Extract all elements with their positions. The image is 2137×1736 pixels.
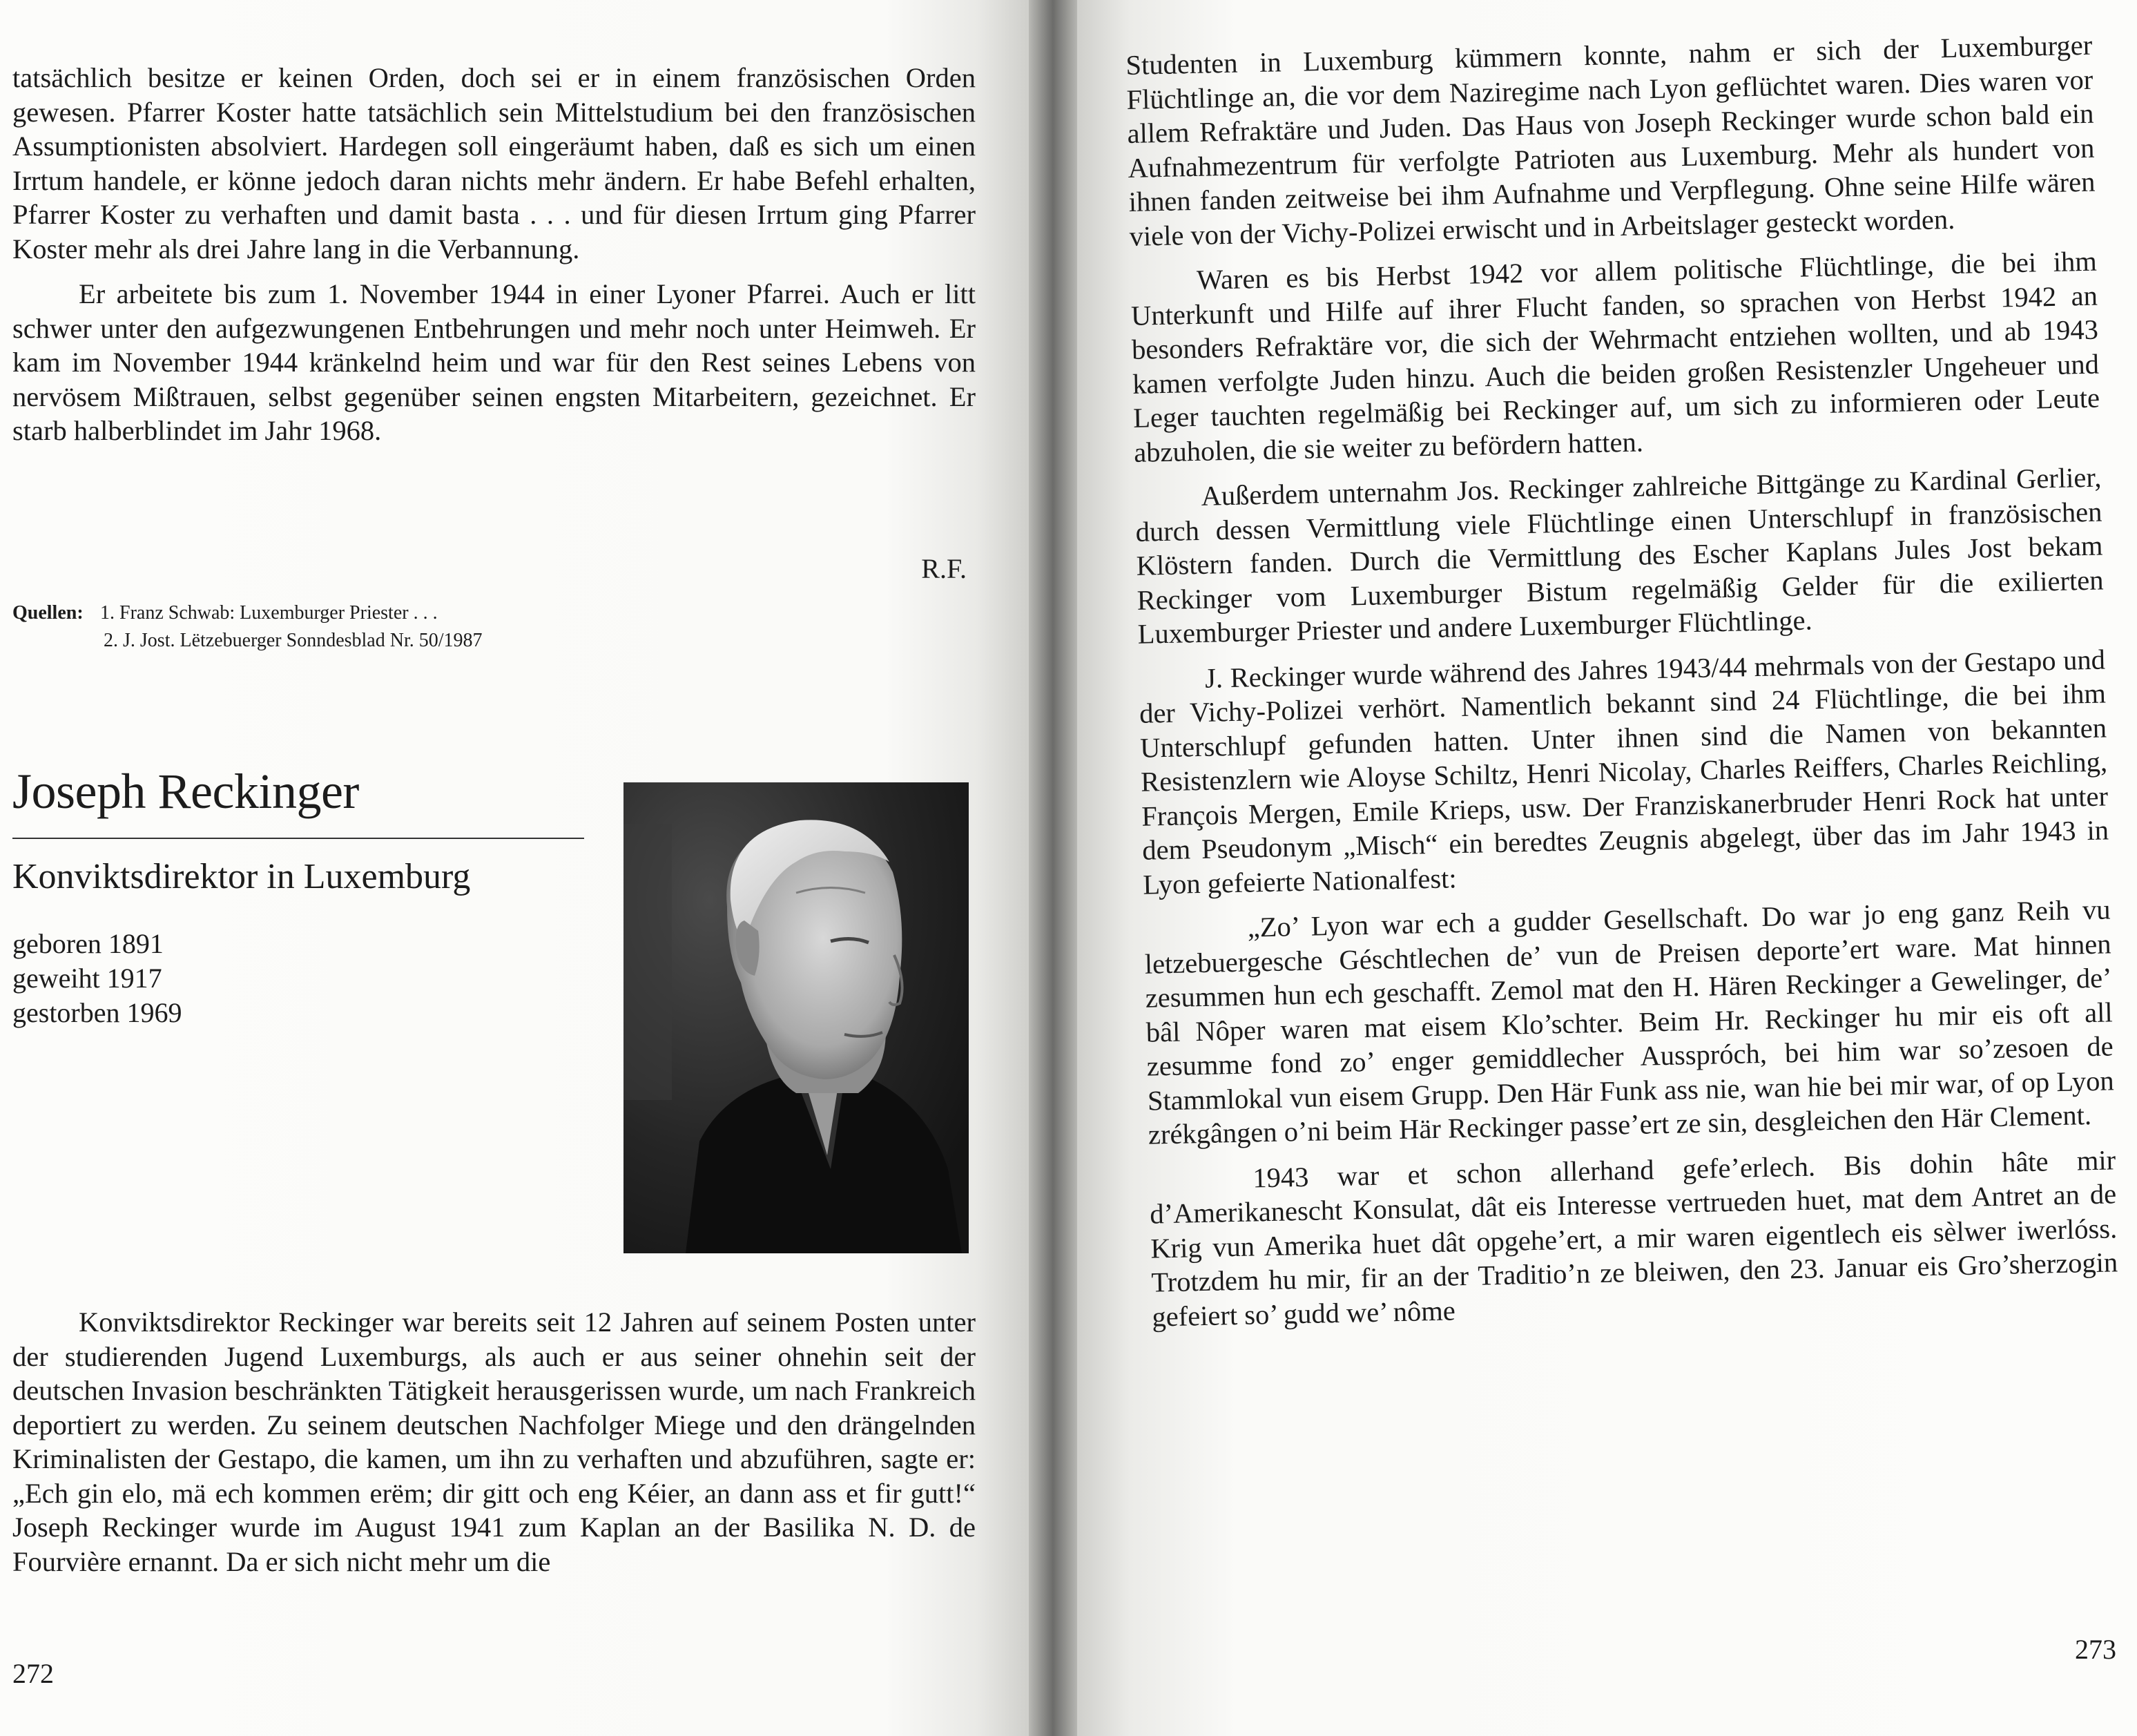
source-item: 1. Franz Schwab: Luxemburger Priester . . .	[100, 602, 438, 624]
portrait-illustration	[623, 782, 969, 1253]
quote-paragraph-2: 1943 war et schon allerhand gefe’erlech. Bis dohin hâte mir d’Amerikanescht Konsulat, dât eis Interesse vertrueden huet, mat dem Antret an de Krig vun Amerika huet dât opgehe’ert, a mir waren eigentlech eis sèlwer iwerlóss. Trotzdem hu mir, fir an der Traditio’n ze bleiwen, den 23. Januar eis Gro’sherzogin gefeiert so’ gudd we’ nôme	[1149, 1144, 2118, 1333]
bio-subtitle: Konviktsdirektor in Luxemburg	[12, 857, 471, 896]
book-gutter	[1029, 0, 1077, 1736]
bio-dates	[12, 927, 182, 1030]
death-year: gestorben 1969	[12, 997, 182, 1028]
right-paragraph-3: Außerdem unternahm Jos. Reckinger zahlreiche Bittgänge zu Kardinal Gerlier, durch dessen Vermittlung viele Flüchtlinge einen Unterschlupf in französischen Klöstern fanden. Durch die Vermittlung des Escher Kaplans Jules Jost bekam Reckinger vom Luxemburger Bistum regelmäßig Gelder für die exilierten Luxemburger Priester und andere Luxemburger Flüchtlinge.	[1135, 461, 2104, 650]
left-page	[0, 0, 1029, 1736]
quote-paragraph-1: „Zo’ Lyon war ech a gudder Gesellschaft. Do war jo eng ganz Reih vu letzebuergesche Géschtlechen de’ vun de Preisen deporte’ert ware. Mat hinnen zesummen hun ech geschafft. Zemol mat den H. Hären Reckinger a Gewelinger, de’ bâl Nôper waren mat eisem Klo’schter. Beim Hr. Reckinger hu mir eis oft all zesumme fond zo’ enger gemiddlecher Ausspróch, bei him war so’zesoen de Stammlokal vun eisem Grupp. Den Här Funk ass nie, wan hie bei mir war, of op Lyon zrékgângen o’ni beim Här Reckinger passe’ert ze sin, desgleichen den Här Clement.	[1144, 894, 2115, 1150]
right-text	[1125, 28, 2119, 1345]
ordination-year: geweiht 1917	[12, 963, 162, 994]
left-paragraph-1: tatsächlich besitze er keinen Orden, doch sei er in einem französischen Orden gewesen. Pfarrer Koster hatte tatsächlich sein Mittelstudium bei den französischen Assumptionisten absolviert. Hardegen soll eingeräumt haben, daß es sich um einen Irrtum handele, er könne jedoch daran nichts mehr ändern. Er habe Befehl erhalten, Pfarrer Koster zu verhaften und damit basta . . . und für diesen Irrtum ging Pfarrer Koster mehr als drei Jahre lang in die Verbannung.	[12, 62, 976, 264]
bio-heading: Joseph Reckinger	[12, 764, 359, 819]
left-paragraph-3: Konviktsdirektor Reckinger war bereits seit 12 Jahren auf seinem Posten unter der studierenden Jugend Luxemburgs, als auch er aus seiner ohnehin seit der deutschen Invasion beschränkten Tätigkeit herausgerissen wurde, um nach Frankreich deportiert zu werden. Zu seinem deutschen Nachfolger Miege und den drängelnden Kriminalisten der Gestapo, die kamen, um ihn zu verhaften und abzuführen, sagte er: „Ech gin elo, mä ech kommen erëm; dir gitt och eng Kéier, an dann ass et fir gutt!“ Joseph Reckinger wurde im August 1941 zum Kaplan an der Basilika N. D. de Fourvière ernannt. Da er sich nicht mehr um die	[12, 1306, 976, 1577]
quote-block	[1143, 892, 2118, 1333]
sources-block	[12, 599, 483, 655]
left-top-text	[12, 61, 976, 459]
left-bottom-text	[12, 1305, 976, 1590]
left-paragraph-2: Er arbeitete bis zum 1. November 1944 in einer Lyoner Pfarrei. Auch er litt schwer unter den aufgezwungenen Entbehrungen und mehr noch unter Heimweh. Er kam im November 1944 kränkelnd heim und war für den Rest seines Lebens von nervösem Mißtrauen, selbst gegenüber seinen engsten Mitarbeitern, gezeichnet. Er starb halberblindet im Jahr 1968.	[12, 278, 976, 446]
portrait-photo	[623, 782, 969, 1253]
page-number-right: 273	[2075, 1634, 2116, 1665]
right-paragraph-2: Waren es bis Herbst 1942 vor allem politische Flüchtlinge, die bei ihm Unterkunft und Hilfe auf ihrer Flucht fanden, so sprachen von Herbst 1942 an besonders Refraktäre vor, die sich der Wehrmacht entziehen wollten, und ab 1943 kamen verfolgte Juden hinzu. Auch die beiden großen Resistenzler Ungeheuer und Leger tauchten regelmäßig bei Reckinger auf, um sich zu informieren oder Leute abzuholen, die sie weiter zu befördern hatten.	[1130, 245, 2100, 468]
page-number-left: 272	[12, 1658, 54, 1689]
sources-label: Quellen:	[12, 602, 84, 624]
birth-year: geboren 1891	[12, 928, 164, 959]
right-paragraph-1: Studenten in Luxemburg kümmern konnte, nahm er sich der Luxemburger Flüchtlinge an, die vor dem Naziregime nach Lyon geflüchtet waren. Dies waren vor allem Refraktäre und Juden. Das Haus von Joseph Reckinger wurde schon bald ein Aufnahmezentrum für verfolgte Patrioten aus Luxemburg. Mehr als hundert von ihnen fanden zeitweise bei ihm Aufnahme und Verpflegung. Ohne seine Hilfe wären viele von der Vichy-Polizei erwischt und in Arbeitslager gesteckt worden.	[1125, 29, 2096, 252]
right-paragraph-4: J. Reckinger wurde während des Jahres 1943/44 mehrmals von der Gestapo und der Vichy-Polizei verhört. Namentlich bekannt sind 24 Flüchtlinge, die bei ihm Unterschlupf gefunden hatten. Unter ihnen sind die Namen von bekannten Resistenzlern wie Aloyse Schiltz, Henri Nicolay, Charles Reiffers, Charles Reichling, François Mergen, Emile Krieps, usw. Der Franziskanerbruder Henri Rock hat unter dem Pseudonym „Misch“ ein beredtes Zeugnis abgelegt, über das im Jahr 1943 in Lyon gefeierte Nationalfest:	[1139, 643, 2109, 900]
source-item: 2. J. Jost. Lëtzebuerger Sonndesblad Nr. 50/1987	[104, 630, 483, 651]
heading-rule	[12, 838, 584, 839]
author-signature: R.F.	[921, 553, 967, 584]
right-page	[1077, 0, 2137, 1736]
